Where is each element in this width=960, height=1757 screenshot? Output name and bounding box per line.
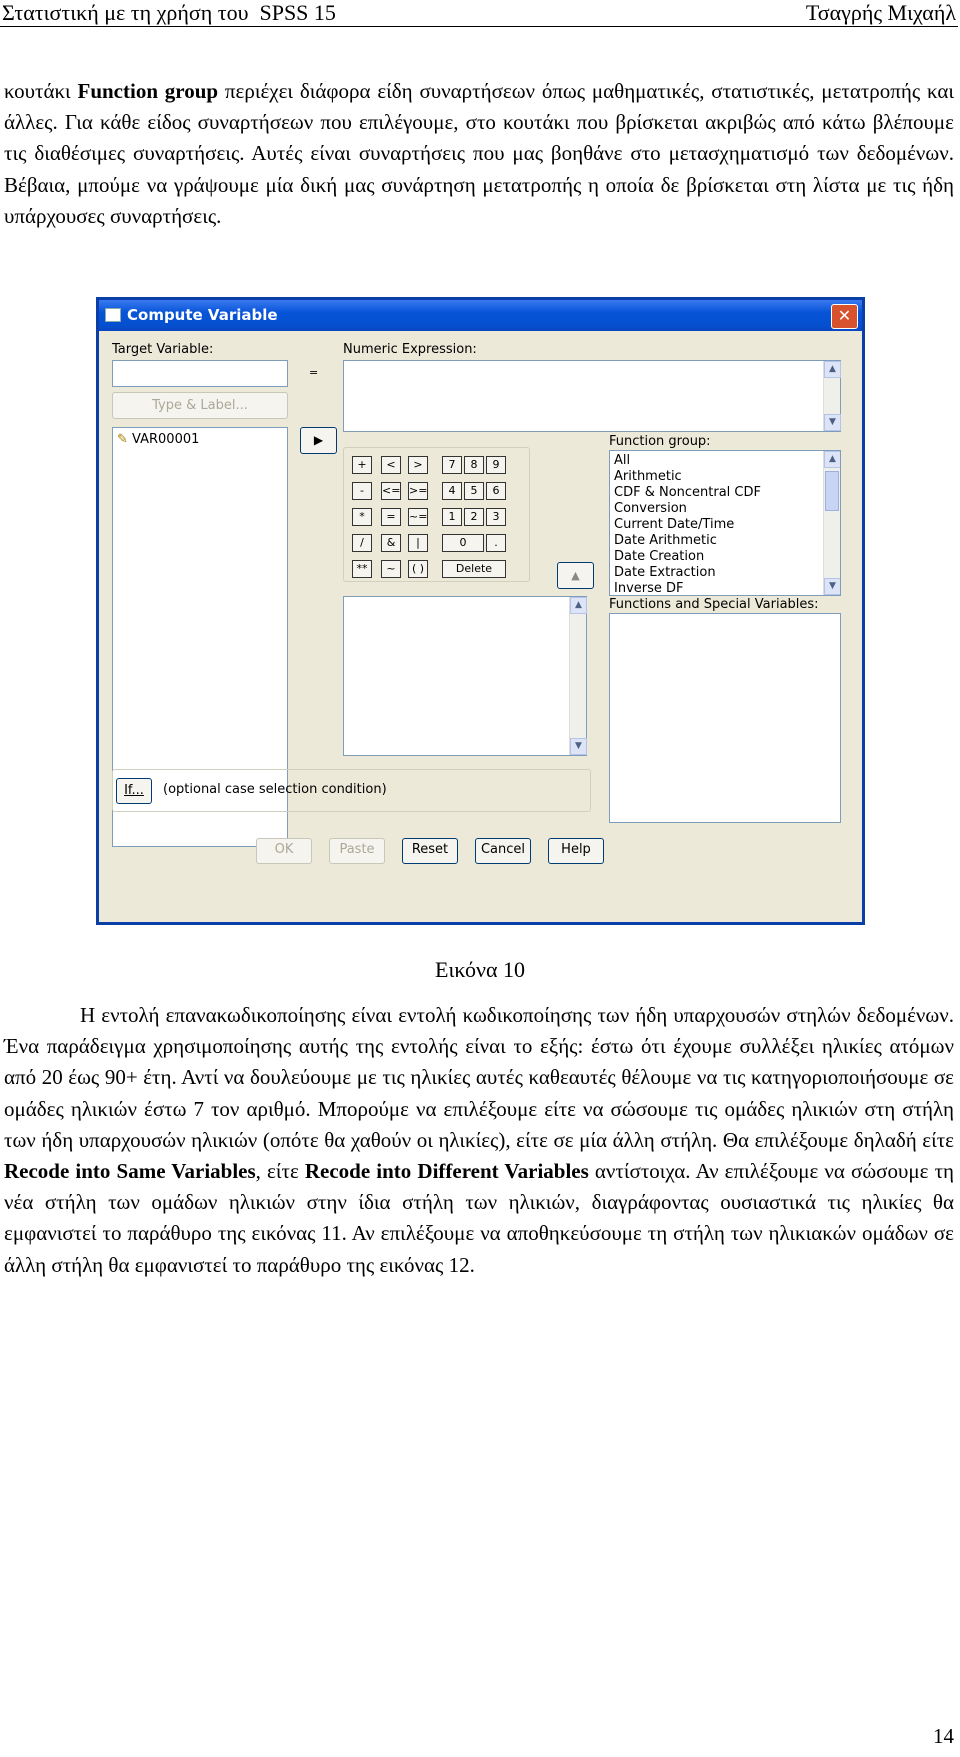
keypad-key[interactable]: 6 bbox=[486, 482, 506, 500]
keypad-key[interactable]: Delete bbox=[442, 560, 506, 578]
ok-button[interactable]: OK bbox=[256, 838, 312, 864]
recode-same-term: Recode into Same Variables bbox=[4, 1159, 256, 1184]
cancel-button[interactable]: Cancel bbox=[475, 838, 531, 864]
function-group-item[interactable]: Inverse DF bbox=[614, 581, 684, 596]
keypad-key[interactable]: = bbox=[381, 508, 401, 526]
body-text-2: , είτε bbox=[255, 1159, 305, 1184]
function-group-item[interactable]: Date Extraction bbox=[614, 565, 716, 580]
scroll-thumb[interactable] bbox=[825, 471, 839, 511]
help-button[interactable]: Help bbox=[548, 838, 604, 864]
keypad-key[interactable]: 7 bbox=[442, 456, 462, 474]
calculator-keypad bbox=[343, 447, 530, 582]
if-button[interactable]: If... bbox=[116, 778, 152, 804]
scale-variable-icon: ✎ bbox=[117, 432, 128, 447]
function-group-label: Function group: bbox=[609, 434, 711, 449]
function-group-scrollbar[interactable] bbox=[823, 451, 840, 595]
keypad-key[interactable]: ( ) bbox=[408, 560, 428, 578]
keypad-key[interactable]: 2 bbox=[464, 508, 484, 526]
target-variable-label: Target Variable: bbox=[112, 342, 214, 357]
equals-sign: = bbox=[309, 366, 319, 379]
if-condition-text: (optional case selection condition) bbox=[163, 782, 387, 797]
paste-button[interactable]: Paste bbox=[329, 838, 385, 864]
intro-rest: περιέχει διάφορα είδη συναρτήσεων όπως μαθηματικές, στατιστικές, μετατροπής και άλλες. Για κάθε είδος συναρτήσεων που επιλέγουμε, στο κουτάκι που βρίσκεται ακριβώς από κάτω βλέπουμε τις διαθέσιμες συναρτήσεις. Αυτές είναι συναρτήσεις που μας βοηθάνε στο μετασχηματισμό των δεδομένων. Βέβαια, μπούμε να γράψουμε μία δική μας συνάρτηση μετατροπής η οποία δε βρίσκεται στη λίστα με τις ήδη υπάρχουσες συναρτήσεις. bbox=[4, 79, 954, 228]
intro-paragraph bbox=[4, 76, 954, 232]
window-icon bbox=[105, 308, 121, 322]
header-author: Τσαγρής Μιχαήλ bbox=[805, 0, 956, 25]
function-group-item[interactable]: All bbox=[614, 453, 631, 468]
reset-button[interactable]: Reset bbox=[402, 838, 458, 864]
close-button[interactable]: ✕ bbox=[831, 304, 858, 329]
scroll-up-icon[interactable]: ▲ bbox=[824, 451, 841, 468]
keypad-key[interactable]: < bbox=[381, 456, 401, 474]
keypad-key[interactable]: * bbox=[352, 508, 372, 526]
expression-scrollbar[interactable] bbox=[823, 361, 840, 431]
keypad-key[interactable]: 0 bbox=[442, 534, 484, 552]
keypad-key[interactable]: 9 bbox=[486, 456, 506, 474]
move-function-up-button[interactable]: ▲ bbox=[557, 562, 594, 589]
page-header bbox=[0, 0, 958, 27]
keypad-key[interactable]: 3 bbox=[486, 508, 506, 526]
numeric-expression-label: Numeric Expression: bbox=[343, 342, 477, 357]
scroll-up-icon[interactable]: ▲ bbox=[570, 597, 587, 614]
body-text-3: αντίστοιχα. Αν επιλέξουμε να σώσουμε τη νέα στήλη των ομάδων ηλικιών στην ίδια στήλη των ηλικιών, διαγράφοντας ουσιαστικά τις ηλικίες θα εμφανιστεί το παράθυρο της εικόνας 11. Αν επιλέξουμε να αποθηκεύσουμε τη στήλη των ηλικιακών ομάδων σε άλλη στήλη θα εμφανιστεί το παράθυρο της εικόνας 12. bbox=[4, 1159, 955, 1277]
type-label-button[interactable]: Type & Label... bbox=[112, 392, 288, 419]
keypad-key[interactable]: >= bbox=[408, 482, 428, 500]
figure-caption: Εικόνα 10 bbox=[435, 957, 525, 982]
intro-lead: κουτάκι bbox=[4, 79, 78, 103]
dialog-titlebar[interactable] bbox=[99, 300, 862, 331]
functions-special-variables-label: Functions and Special Variables: bbox=[609, 597, 819, 612]
scroll-down-icon[interactable]: ▼ bbox=[570, 738, 587, 755]
functions-list[interactable] bbox=[609, 613, 841, 823]
keypad-key[interactable]: | bbox=[408, 534, 428, 552]
keypad-key[interactable]: ** bbox=[352, 560, 372, 578]
keypad-key[interactable]: 8 bbox=[464, 456, 484, 474]
body-text-1: Η εντολή επανακωδικοποίησης είναι εντολή κωδικοποίησης των ήδη υπαρχουσών στηλών δεδομένων. Ένα παράδειγμα χρησιμοποίησης αυτής της εντολής είναι το εξής: έστω ότι έχουμε συλλέξει ηλικίες ατόμων από 20 έως 90+ έτη. Αντί να δουλεύουμε με τις ηλικίες αυτές καθεαυτές θέλουμε να τις κατηγοριοποιήσουμε σε ομάδες ηλικιών έστω 7 τον αριθμό. Μπορούμε να επιλέξουμε είτε να σώσουμε τις ομάδες ηλικιών στη στήλη των ήδη υπαρχουσών ηλικιών (οπότε θα χαθούν οι ηλικίες), είτε σε μία άλλη στήλη. Θα επιλέξουμε δηλαδή είτε bbox=[4, 1003, 954, 1152]
function-group-item[interactable]: Arithmetic bbox=[614, 469, 682, 484]
function-group-list[interactable] bbox=[609, 450, 841, 596]
keypad-key[interactable]: <= bbox=[381, 482, 401, 500]
function-description-box bbox=[343, 596, 587, 756]
function-group-item[interactable]: Conversion bbox=[614, 501, 687, 516]
scroll-down-icon[interactable]: ▼ bbox=[824, 414, 841, 431]
scroll-down-icon[interactable]: ▼ bbox=[824, 578, 841, 595]
scroll-up-icon[interactable]: ▲ bbox=[824, 361, 841, 378]
keypad-key[interactable]: ~ bbox=[381, 560, 401, 578]
page-number: 14 bbox=[933, 1724, 954, 1748]
keypad-key[interactable]: ~= bbox=[408, 508, 428, 526]
keypad-key[interactable]: 5 bbox=[464, 482, 484, 500]
keypad-key[interactable]: - bbox=[352, 482, 372, 500]
keypad-key[interactable]: 4 bbox=[442, 482, 462, 500]
variable-item[interactable] bbox=[117, 432, 199, 447]
function-group-item[interactable]: Date Creation bbox=[614, 549, 705, 564]
keypad-key[interactable]: > bbox=[408, 456, 428, 474]
if-condition-group bbox=[112, 769, 591, 812]
keypad-key[interactable]: + bbox=[352, 456, 372, 474]
header-book-title: Στατιστική με τη χρήση του SPSS 15 bbox=[2, 0, 336, 25]
keypad-key[interactable]: 1 bbox=[442, 508, 462, 526]
recode-different-term: Recode into Different Variables bbox=[304, 1159, 589, 1184]
intro-bold-term: Function group bbox=[77, 79, 219, 103]
compute-variable-dialog bbox=[96, 297, 865, 925]
function-group-item[interactable]: Date Arithmetic bbox=[614, 533, 717, 548]
description-scrollbar[interactable] bbox=[569, 597, 586, 755]
variable-name: VAR00001 bbox=[132, 432, 200, 447]
keypad-key[interactable]: . bbox=[486, 534, 506, 552]
numeric-expression-input[interactable] bbox=[343, 360, 841, 432]
move-variable-button[interactable]: ▶ bbox=[300, 427, 337, 454]
keypad-key[interactable]: & bbox=[381, 534, 401, 552]
target-variable-input[interactable] bbox=[112, 360, 288, 387]
dialog-title: Compute Variable bbox=[127, 306, 278, 324]
function-group-item[interactable]: CDF & Noncentral CDF bbox=[614, 485, 761, 500]
keypad-key[interactable]: / bbox=[352, 534, 372, 552]
body-paragraph bbox=[4, 1000, 954, 1281]
function-group-item[interactable]: Current Date/Time bbox=[614, 517, 735, 532]
